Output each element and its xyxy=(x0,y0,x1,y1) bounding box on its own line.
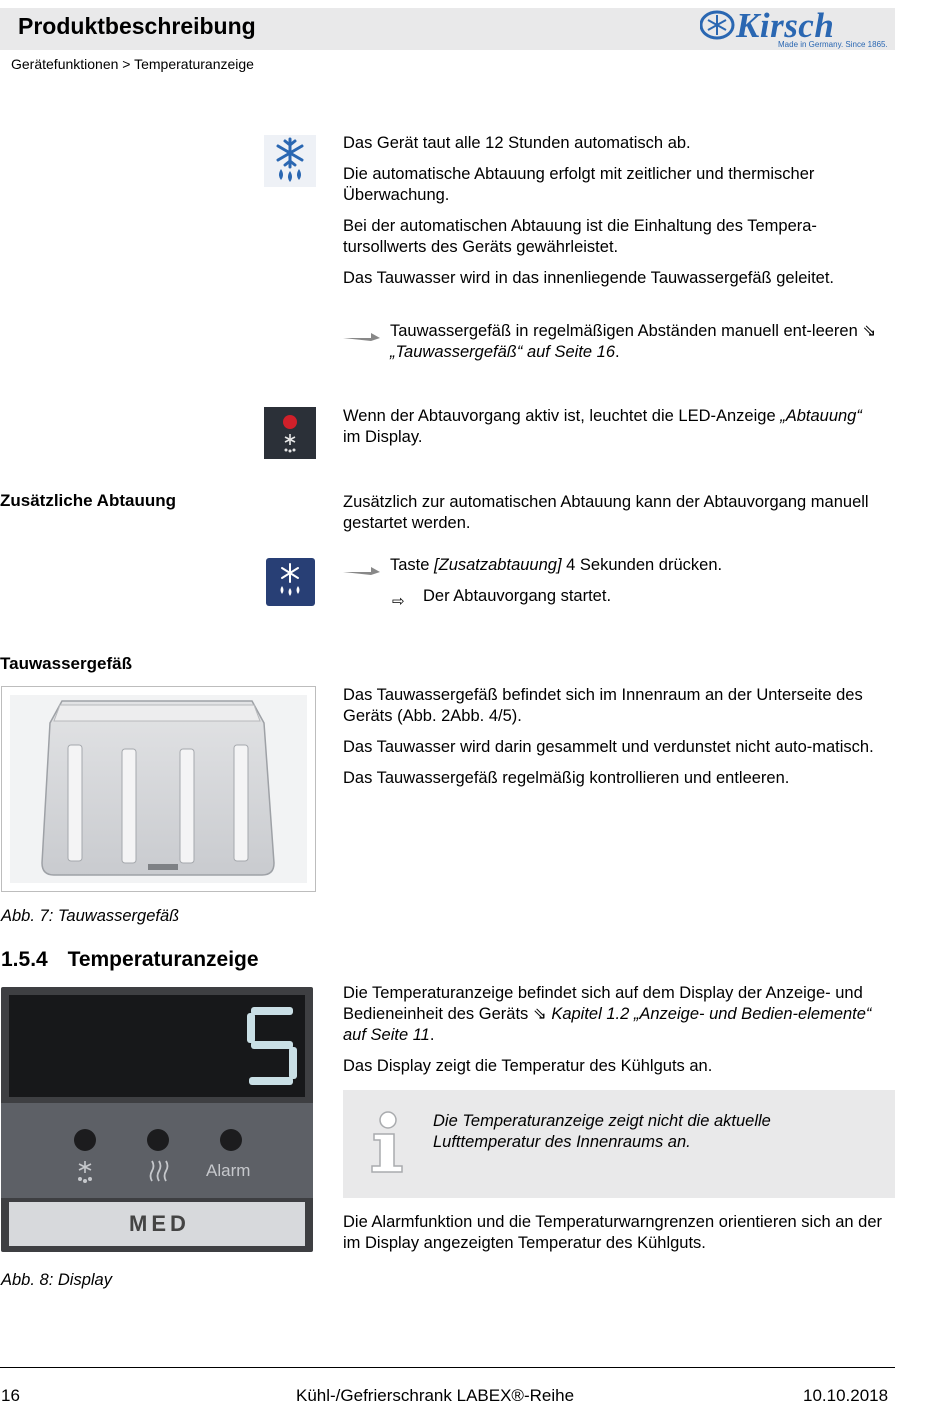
tray-text-block xyxy=(343,685,895,799)
step-arrow-icon xyxy=(343,329,381,341)
tray-caption: Abb. 7: Tauwassergefäß xyxy=(1,907,180,925)
tray-illustration xyxy=(2,687,315,891)
display-segment-digit xyxy=(241,1003,303,1091)
extra-defrost-step xyxy=(390,555,885,576)
footer-product: Kühl-/Gefrierschrank LABEX®-Reihe xyxy=(296,1386,575,1405)
led-text-2: im Display. xyxy=(343,428,423,446)
heating-symbol-icon xyxy=(148,1159,170,1183)
step-arrow-icon xyxy=(343,563,381,575)
defrost-line-2: Die automatische Abtauung erfolgt mit zeitlicher und thermischer Überwachung. xyxy=(343,165,815,204)
led-text-1: Wenn der Abtauvorgang aktiv ist, leuchtet die LED-Anzeige xyxy=(343,407,776,425)
defrost-symbol-icon xyxy=(72,1159,98,1185)
link-icon: ⇘ xyxy=(532,1005,547,1023)
defrost-line-3: Bei der automatischen Abtauung ist die Einhaltung des Tempera-tursollwerts des Geräts gewährleistet. xyxy=(343,217,817,256)
extra-step-key: [Zusatzabtauung] xyxy=(434,556,562,574)
breadcrumb: Gerätefunktionen > Temperaturanzeige xyxy=(11,56,254,72)
info-icon xyxy=(368,1110,408,1174)
logo-tagline: Made in Germany. Since 1865. xyxy=(778,40,888,49)
footer-divider xyxy=(0,1367,895,1368)
defrost-step-suffix: . xyxy=(615,343,620,361)
page-title: Produktbeschreibung xyxy=(18,13,256,39)
tray-line-2: Das Tauwasser wird darin gesammelt und verdunstet nicht auto-matisch. xyxy=(343,738,874,756)
extra-defrost-result: Der Abtauvorgang startet. xyxy=(423,587,612,605)
temperature-intro xyxy=(343,983,895,1046)
led-text xyxy=(343,406,863,448)
defrost-step xyxy=(390,321,885,363)
display-photo xyxy=(1,987,313,1252)
display-alarm-label: Alarm xyxy=(206,1161,251,1180)
tray-line-3: Das Tauwassergefäß regelmäßig kontrollieren und entleeren. xyxy=(343,769,790,787)
section-title: Temperaturanzeige xyxy=(67,948,259,971)
defrost-led-icon xyxy=(264,407,316,459)
temperature-line-3: Die Alarmfunktion und die Temperaturwarngrenzen orientieren sich an der im Display angezeigten Temperatur des Kühlguts. xyxy=(343,1213,882,1252)
link-icon: ⇘ xyxy=(862,322,877,340)
led-heat-indicator xyxy=(147,1129,169,1151)
extra-defrost-text: Zusätzlich zur automatischen Abtauung kann der Abtauvorgang manuell gestartet werden. xyxy=(343,493,869,532)
temperature-line-2: Das Display zeigt die Temperatur des Kühlguts an. xyxy=(343,1057,713,1075)
footer-page-number: 16 xyxy=(1,1386,20,1405)
display-mode-label: MED xyxy=(129,1211,190,1236)
logo-wordmark: Kirsch xyxy=(736,6,835,45)
temp-intro-link[interactable]: Kapitel 1.2 „Anzeige- und Bedien-elemente“ auf Seite 11 xyxy=(343,1005,872,1044)
defrost-step-text: Tauwassergefäß in regelmäßigen Abständen manuell ent-leeren xyxy=(390,322,858,340)
section-heading xyxy=(1,948,259,972)
result-arrow-icon: ⇨ xyxy=(392,593,405,610)
led-defrost-indicator xyxy=(74,1129,96,1151)
led-alarm-indicator xyxy=(220,1129,242,1151)
tray-heading: Tauwassergefäß xyxy=(0,654,132,673)
tray-line-1: Das Tauwassergefäß befindet sich im Innenraum an der Unterseite des Geräts (Abb. 2Abb. 4/5). xyxy=(343,686,863,725)
tray-image xyxy=(1,686,316,892)
extra-step-prefix: Taste xyxy=(390,556,430,574)
led-text-italic: „Abtauung“ xyxy=(780,407,862,425)
defrost-line-1: Das Gerät taut alle 12 Stunden automatisch ab. xyxy=(343,134,691,152)
temp-intro-text: Die Temperaturanzeige befindet sich auf dem Display der Anzeige- und Bedieneinheit des Geräts xyxy=(343,984,863,1023)
auto-defrost-icon xyxy=(264,135,316,187)
kirsch-logo xyxy=(700,8,890,50)
defrost-step-link[interactable]: „Tauwassergefäß“ auf Seite 16 xyxy=(390,343,616,361)
snowflake-logo-icon xyxy=(700,10,736,40)
defrost-text-block xyxy=(343,133,888,299)
extra-defrost-heading: Zusätzliche Abtauung xyxy=(0,491,176,510)
info-text: Die Temperaturanzeige zeigt nicht die aktuelle Lufttemperatur des Innenraums an. xyxy=(433,1112,771,1151)
defrost-line-4: Das Tauwasser wird in das innenliegende Tauwassergefäß geleitet. xyxy=(343,269,835,287)
extra-step-suffix: 4 Sekunden drücken. xyxy=(566,556,723,574)
footer-date: 10.10.2018 xyxy=(803,1386,889,1405)
temp-intro-suffix: . xyxy=(429,1026,435,1044)
display-caption: Abb. 8: Display xyxy=(1,1271,112,1289)
section-number: 1.5.4 xyxy=(1,948,48,971)
extra-defrost-button-icon xyxy=(266,558,315,606)
